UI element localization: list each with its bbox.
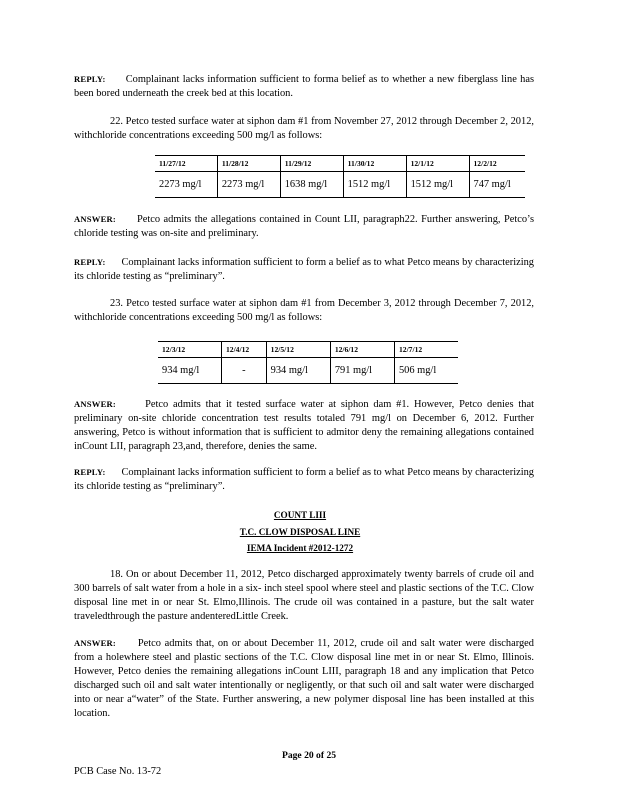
reply-label: REPLY:	[74, 257, 106, 267]
table-header-row	[155, 156, 525, 172]
answer-label: ANSWER:	[74, 399, 116, 409]
value-cell: 2273 mg/l	[155, 172, 217, 198]
value-cell: 506 mg/l	[394, 358, 458, 384]
count-heading-subtitle: T.C. CLOW DISPOSAL LINE	[239, 527, 361, 537]
date-cell: 12/5/12	[266, 342, 330, 358]
date-cell: 11/27/12	[155, 156, 217, 172]
reply-paragraph-1	[74, 72, 534, 101]
date-cell: 12/7/12	[394, 342, 458, 358]
date-cell: 12/4/12	[221, 342, 266, 358]
answer-text: Petco admits that, on or about December 11, 2012, crude oil and salt water were discharged from a holewhere steel and plastic sections of the T.C. Clow disposal line met in or near St. Elmo, Illinois. However, Petco denies the remaining allegations inCount LIII, paragraph 18 and any implication that Petco discharged such oil and salt water intentionally or negligently, or that such oil and salt water were discharged into or near a“water” of the State. Further answering, a new polymer disposal line has been installed at this location.	[74, 638, 534, 719]
paragraph-23: 23. Petco tested surface water at siphon dam #1 from December 3, 2012 through December 7, 2012, withchloride concentrations exceeding 500 mg/l as follows:	[74, 298, 534, 323]
answer-text: Petco admits that it tested surface water at siphon dam #1. However, Petco denies that preliminary on-site chloride concentration test results totaled 791 mg/l on December 6, 2012. Further answering, Petco is without information that is sufficient to admitor deny the remaining allegations contained inCount LII, paragraph 23,and, therefore, denies the same.	[74, 399, 534, 452]
chloride-table-22	[155, 155, 525, 198]
case-number: PCB Case No. 13-72	[74, 766, 162, 777]
reply-text: Complainant lacks information sufficient to form a belief as to what Petco means by characterizing its chloride testing as “preliminary”.	[74, 467, 534, 492]
reply-paragraph-23	[74, 465, 534, 494]
date-cell: 12/6/12	[330, 342, 394, 358]
date-cell: 12/3/12	[158, 342, 221, 358]
page-number: Page 20 of 25	[281, 750, 337, 761]
value-cell: 934 mg/l	[266, 358, 330, 384]
answer-text: Petco admits the allegations contained in Count LII, paragraph22. Further answering, Petco’s chloride testing was on-site and preliminary.	[74, 214, 534, 239]
answer-label: ANSWER:	[74, 214, 116, 224]
paragraph-18: 18. On or about December 11, 2012, Petco discharged approximately twenty barrels of crude oil and 300 barrels of salt water from a hole in a six- inch steel spool where steel and plastic sections of the T.C. Clow disposal line met in or near St. Elmo,Illinois. The crude oil was contained in a pasture, but the salt water traveledthrough the pasture andenteredLittle Creek.	[74, 569, 534, 622]
date-cell: 12/2/12	[469, 156, 525, 172]
answer-paragraph-23	[74, 397, 534, 454]
value-cell: 1638 mg/l	[280, 172, 343, 198]
answer-paragraph-22	[74, 212, 534, 241]
date-cell: 12/1/12	[406, 156, 469, 172]
value-cell: 1512 mg/l	[343, 172, 406, 198]
value-cell: 791 mg/l	[330, 358, 394, 384]
date-cell: 11/30/12	[343, 156, 406, 172]
value-cell: 934 mg/l	[158, 358, 221, 384]
date-cell: 11/28/12	[217, 156, 280, 172]
reply-label: REPLY:	[74, 74, 106, 84]
reply-paragraph-22	[74, 255, 534, 284]
answer-paragraph-18	[74, 636, 534, 721]
reply-text: Complainant lacks information sufficient to forma belief as to whether a new fiberglass line has been bored underneath the creek bed at this location.	[74, 74, 535, 99]
count-heading-incident: IEMA Incident #2012-1272	[246, 543, 354, 553]
value-cell: 2273 mg/l	[217, 172, 280, 198]
value-cell: -	[221, 358, 266, 384]
date-cell: 11/29/12	[280, 156, 343, 172]
answer-label: ANSWER:	[74, 638, 116, 648]
table-header-row	[158, 342, 458, 358]
value-cell: 747 mg/l	[469, 172, 525, 198]
value-cell: 1512 mg/l	[406, 172, 469, 198]
reply-label: REPLY:	[74, 467, 106, 477]
reply-text: Complainant lacks information sufficient to form a belief as to what Petco means by characterizing its chloride testing as “preliminary”.	[74, 257, 534, 282]
table-value-row	[158, 358, 458, 384]
table-value-row	[155, 172, 525, 198]
count-heading-title: COUNT LIII	[273, 510, 327, 520]
chloride-table-23	[158, 341, 458, 384]
paragraph-22: 22. Petco tested surface water at siphon dam #1 from November 27, 2012 through December 2, 2012, withchloride concentrations exceeding 500 mg/l as follows:	[74, 116, 534, 141]
